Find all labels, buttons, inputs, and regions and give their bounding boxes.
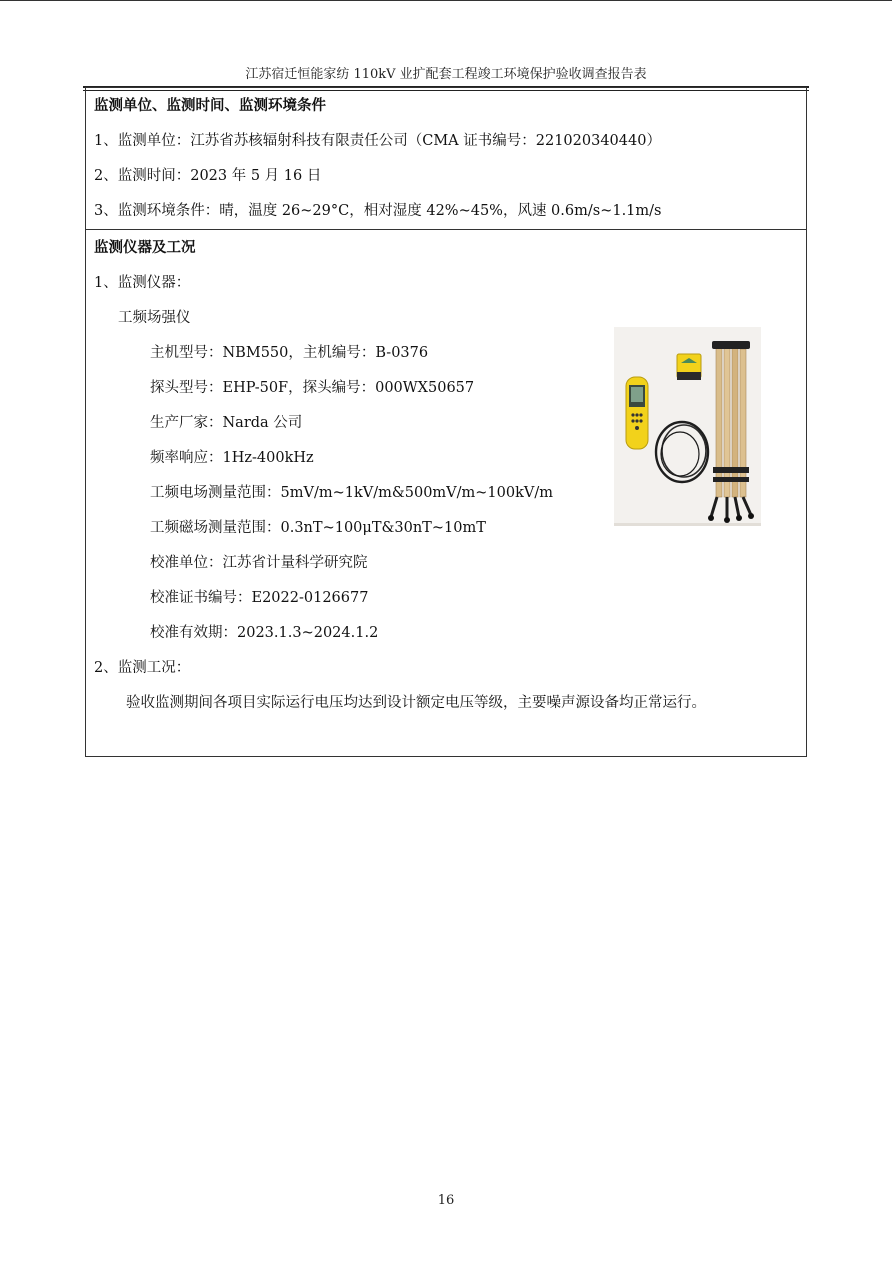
instrument-name: 工频场强仪 [118, 310, 191, 326]
spec-calibration-unit: 校准单位：江苏省计量科学研究院 [150, 555, 368, 571]
spec-host-model: 主机型号：NBM550，主机编号：B-0376 [150, 345, 429, 361]
condition-text: 验收监测期间各项目实际运行电压均达到设计额定电压等级，主要噪声源设备均正常运行。 [126, 695, 706, 711]
page-header: 江苏宿迁恒能家纺 110kV 业扩配套工程竣工环境保护验收调查报告表 [83, 63, 809, 88]
spec-e-field-range: 工频电场测量范围：5mV/m~1kV/m&500mV/m~100kV/m [150, 485, 554, 501]
report-table [85, 87, 807, 757]
spec-calibration-cert: 校准证书编号：E2022-0126677 [150, 590, 369, 606]
section2-heading: 监测仪器及工况 [94, 240, 196, 256]
condition-label: 2、监测工况： [94, 660, 191, 676]
instrument-label: 1、监测仪器： [94, 275, 191, 291]
section-instruments [86, 230, 806, 756]
page-number: 16 [437, 1193, 455, 1208]
instrument-photo [614, 327, 761, 526]
section1-line-time: 2、监测时间：2023 年 5 月 16 日 [94, 168, 322, 184]
spec-frequency-response: 频率响应：1Hz-400kHz [150, 450, 314, 466]
instrument-photo-illustration [614, 327, 761, 526]
spec-manufacturer: 生产厂家：Narda 公司 [150, 415, 303, 431]
spec-m-field-range: 工频磁场测量范围：0.3nT~100μT&30nT~10mT [150, 520, 486, 536]
section1-heading: 监测单位、监测时间、监测环境条件 [94, 98, 326, 114]
section-monitoring-unit [86, 88, 806, 230]
section1-line-unit: 1、监测单位：江苏省苏核辐射科技有限责任公司（CMA 证书编号：221020340440） [94, 133, 661, 149]
spec-calibration-validity: 校准有效期：2023.1.3~2024.1.2 [150, 625, 379, 641]
section1-line-conditions: 3、监测环境条件：晴，温度 26~29°C，相对湿度 42%~45%，风速 0.6m/s~1.1m/s [94, 203, 662, 219]
spec-probe-model: 探头型号：EHP-50F，探头编号：000WX50657 [150, 380, 475, 396]
